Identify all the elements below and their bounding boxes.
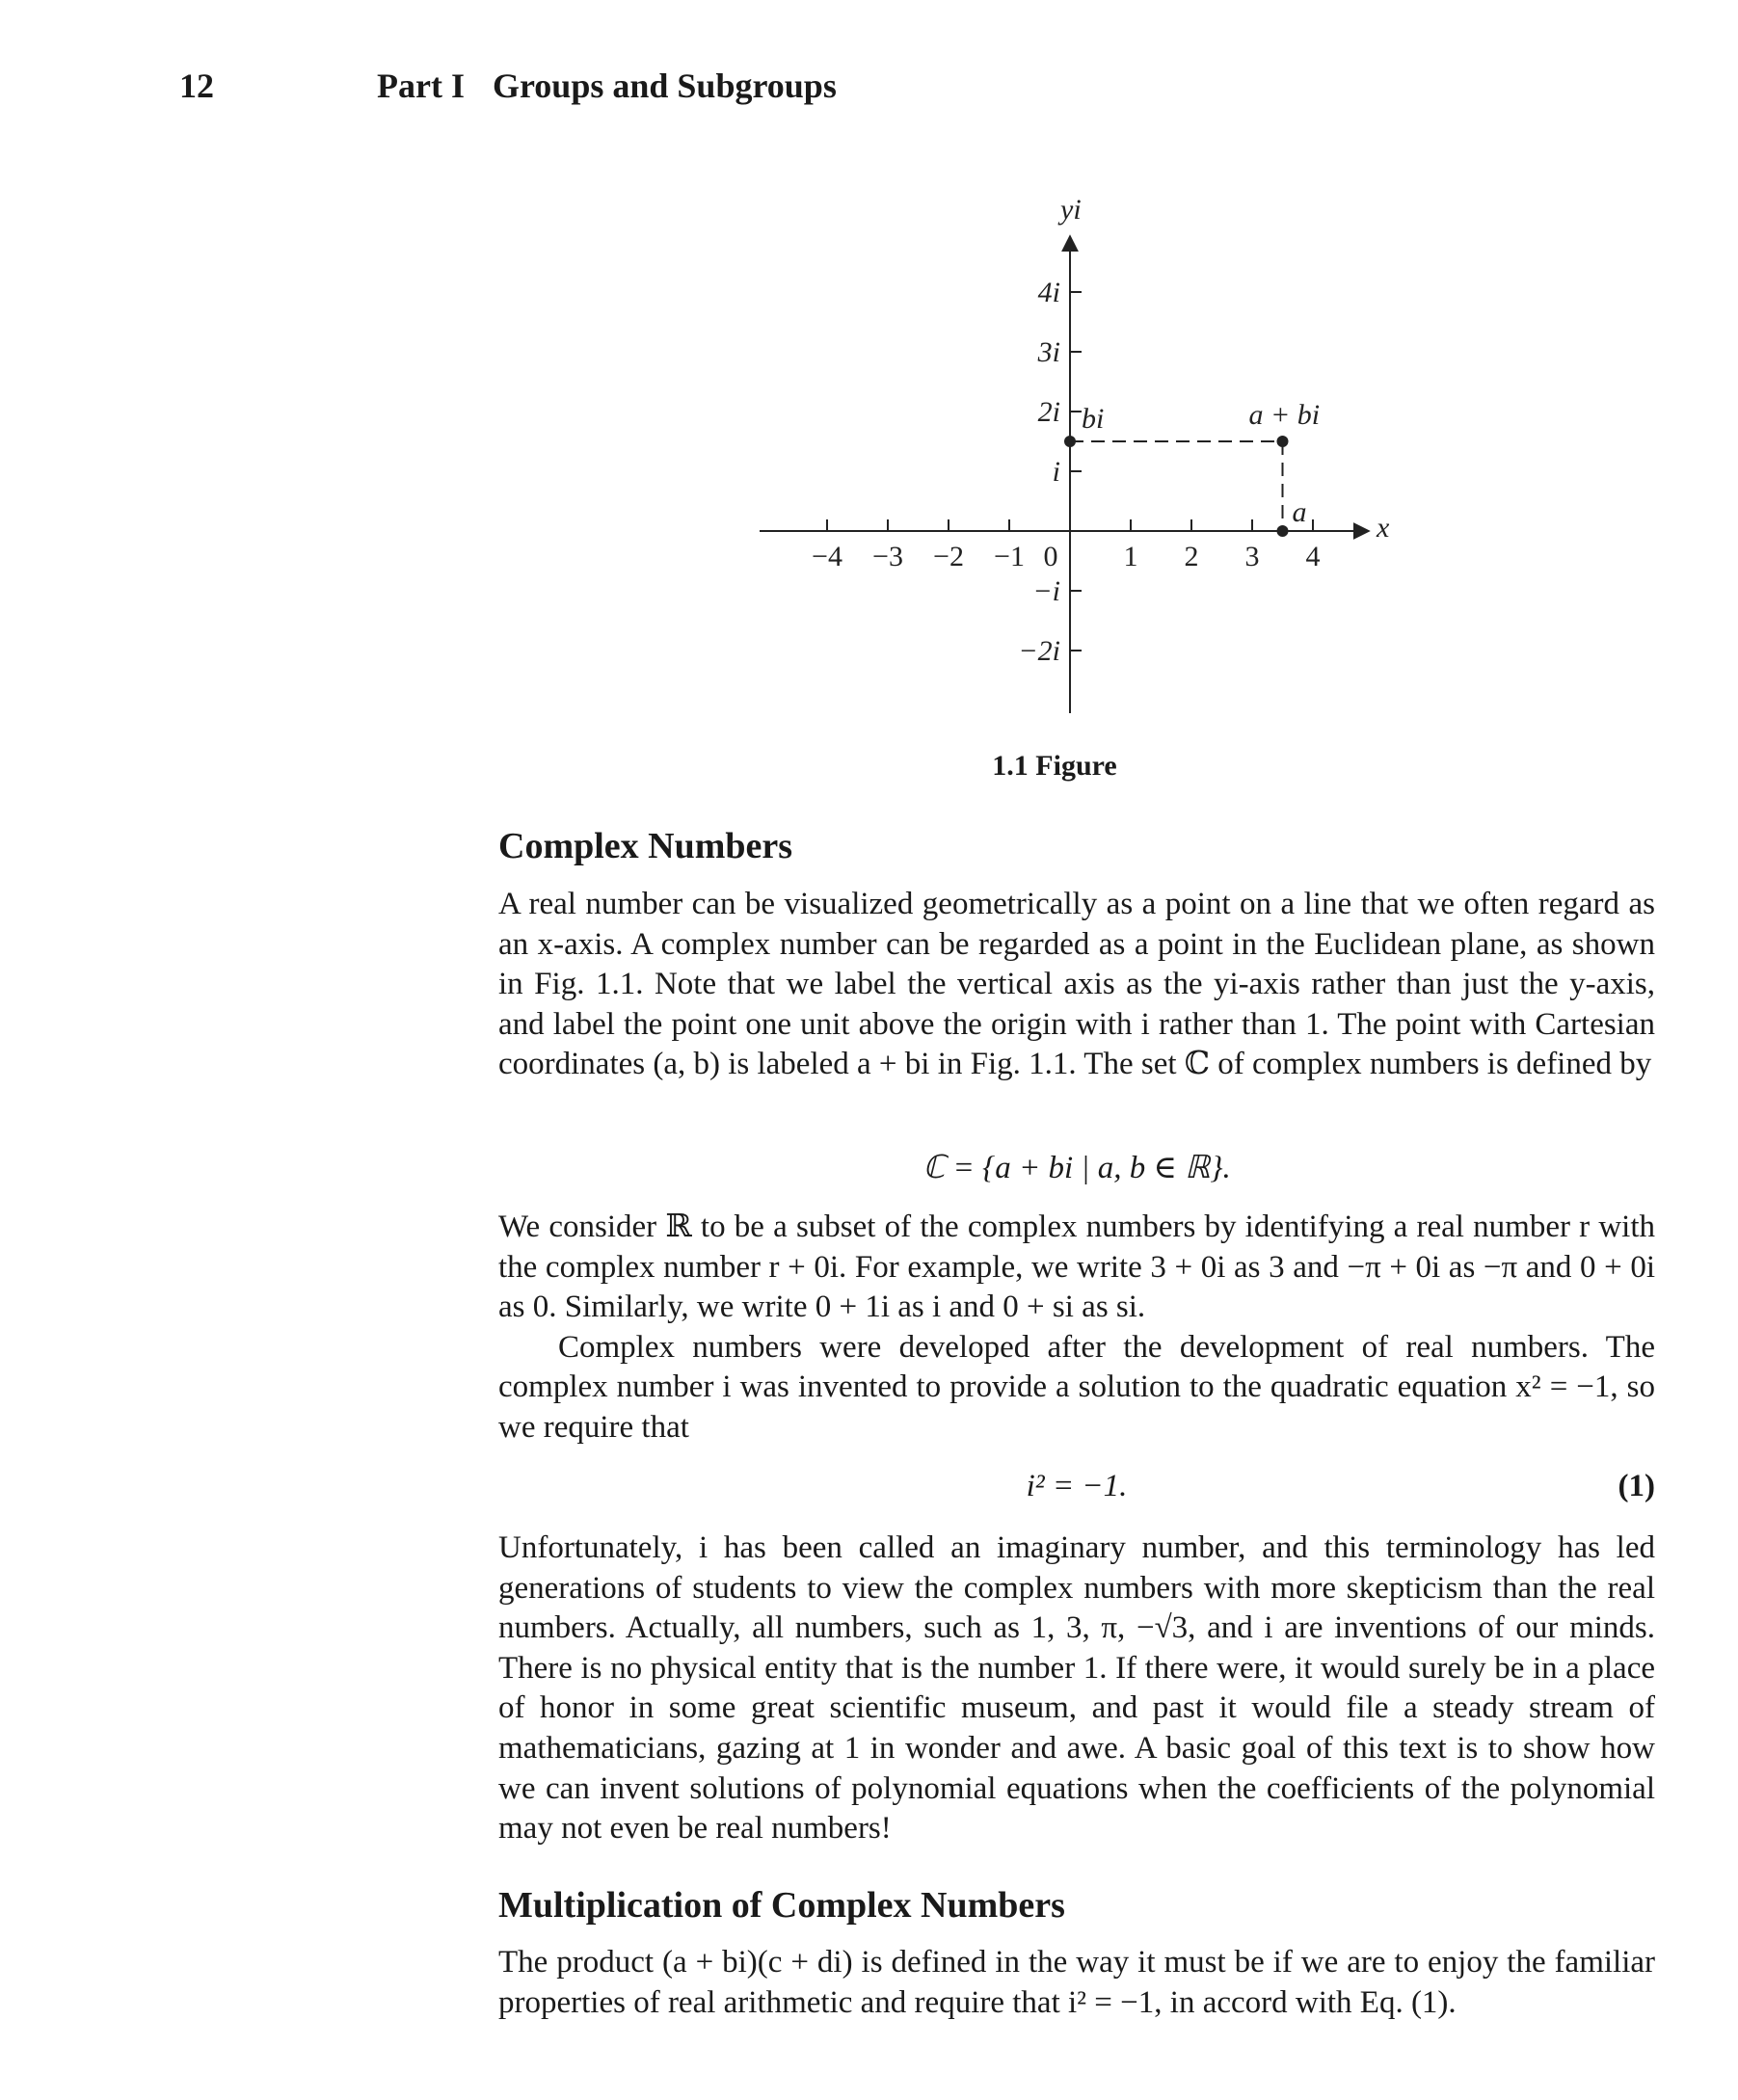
x-tick-label: 1 — [1123, 541, 1138, 572]
x-tick-label: −1 — [994, 541, 1025, 572]
equation: ℂ = {a + bi | a, b ∈ ℝ}. — [922, 1151, 1231, 1185]
running-head — [377, 66, 837, 106]
paragraph: We consider ℝ to be a subset of the complex numbers by identifying a real number r with the complex number r + 0i. For example, we write 3 + 0i as 3 and −π + 0i as −π and 0 + 0i as 0. Similarly, we write 0 + 1i as i and 0 + si as si. — [498, 1209, 1655, 1325]
page-number: 12 — [179, 66, 214, 105]
label-a-plus-bi: a + bi — [1248, 399, 1321, 431]
x-tick-label: −3 — [872, 541, 903, 572]
equation-set-definition — [498, 1148, 1655, 1186]
x-tick-label: 4 — [1305, 541, 1321, 572]
running-head-part: Part I — [377, 66, 465, 105]
y-ticks — [1018, 277, 1082, 667]
equation-i-squared — [498, 1469, 1655, 1504]
paragraph: The product (a + bi)(c + di) is defined in the way it must be if we are to enjoy the familiar properties of real arithmetic and require that i² = −1, in accord with Eq. (1). — [498, 1945, 1655, 2020]
section1-para4-block — [498, 1528, 1655, 1849]
x-axis-label: x — [1377, 512, 1390, 544]
label-a: a — [1292, 496, 1307, 528]
paragraph: A real number can be visualized geometrically as a point on a line that we often regard as an x-axis. A complex number can be regarded as a point in the Euclidean plane, as shown in Fig. 1.1. Note that we label the vertical axis as the yi-axis rather than just the y-axis, and label the point one unit above the origin with i rather than 1. The point with Cartesian coordinates (a, b) is labeled a + bi in Fig. 1.1. The set ℂ of complex numbers is defined by — [498, 887, 1655, 1082]
section1-para2-block — [498, 1208, 1655, 1449]
label-bi: bi — [1082, 403, 1105, 435]
y-axis-label: yi — [1060, 194, 1082, 226]
paragraph: Unfortunately, i has been called an imaginary number, and this terminology has led generations of students to view the complex numbers with more skepticism than the real numbers. Actually, all numbers, such as 1, 3, π, −√3, and i are inventions of our minds. There is no physical entity that is the number 1. If there were, it would surely be in a place of honor in some great scientific museum, and past it would file a steady stream of mathematicians, gazing at 1 in wonder and awe. A basic goal of this text is to show how we can invent solutions of polynomial equations when the coefficients of the polynomial may not even be real numbers! — [498, 1530, 1655, 1847]
paragraph: Complex numbers were developed after the development of real numbers. The complex number i was invented to provide a solution to the quadratic equation x² = −1, so we require that — [498, 1329, 1655, 1445]
y-tick-label: 2i — [1037, 396, 1060, 428]
section1-para1-block — [498, 885, 1655, 1085]
x-ticks — [812, 519, 1320, 572]
x-tick-label: 2 — [1184, 541, 1199, 572]
point-a — [1277, 525, 1289, 537]
complex-plane-figure — [752, 188, 1407, 728]
equation: i² = −1. — [1026, 1469, 1128, 1503]
y-tick-label: i — [1052, 456, 1060, 488]
running-head-title: Groups and Subgroups — [492, 66, 837, 105]
y-tick-label: −2i — [1018, 635, 1060, 667]
x-tick-label: 3 — [1244, 541, 1260, 572]
y-tick-label: −i — [1032, 575, 1060, 607]
x-tick-label: −4 — [812, 541, 842, 572]
section-title-multiplication: Multiplication of Complex Numbers — [498, 1885, 1065, 1926]
point-bi — [1064, 436, 1076, 447]
x-tick-label: 0 — [1043, 541, 1058, 572]
point-a-plus-bi — [1277, 436, 1289, 447]
section2-para1-block — [498, 1943, 1655, 2023]
section-title-complex-numbers: Complex Numbers — [498, 826, 793, 866]
x-tick-label: −2 — [933, 541, 964, 572]
page-header — [0, 66, 1738, 114]
y-tick-label: 4i — [1037, 277, 1060, 308]
figure-caption: 1.1 Figure — [992, 750, 1117, 782]
y-tick-label: 3i — [1037, 336, 1060, 368]
equation-number: (1) — [1618, 1469, 1655, 1503]
